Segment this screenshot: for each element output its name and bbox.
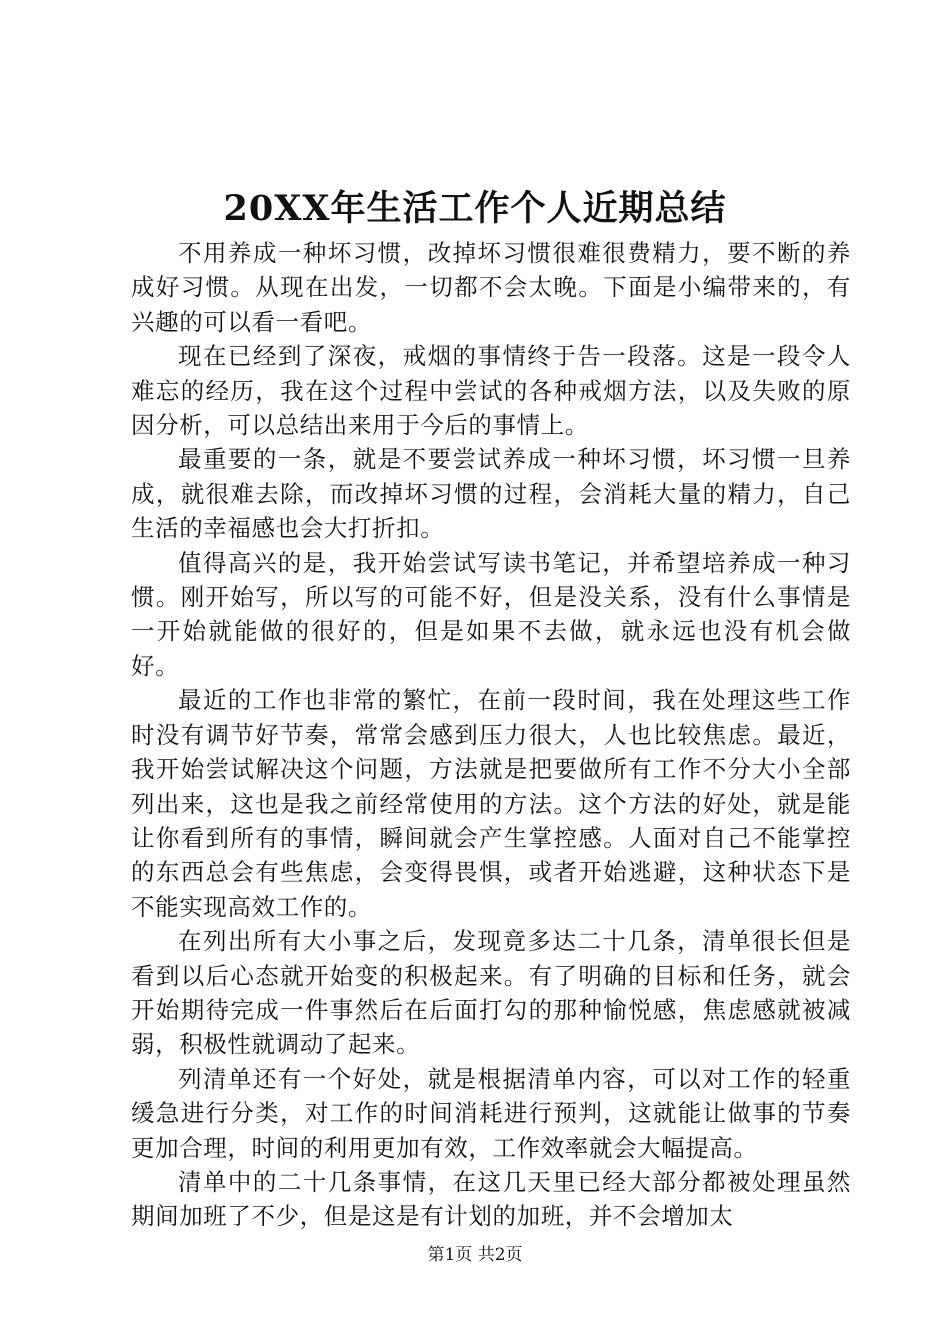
paragraph: 清单中的二十几条事情，在这几天里已经大部分都被处理虽然期间加班了不少，但是这是有计划的加班，并不会增加太	[131, 1167, 851, 1231]
paragraph: 在列出所有大小事之后，发现竟多达二十几条，清单很长但是看到以后心态就开始变的积极起来。有了明确的目标和任务，就会开始期待完成一件事然后在后面打勾的那种愉悦感，焦虑感就被减弱，积极性就调动了起来。	[131, 927, 851, 1059]
page-indicator: 第1页 共2页	[427, 1245, 523, 1265]
paragraph: 最近的工作也非常的繁忙，在前一段时间，我在处理这些工作时没有调节好节奏，常常会感到压力很大，人也比较焦虑。最近，我开始尝试解决这个问题，方法就是把要做所有工作不分大小全部列出来，这也是我之前经常使用的方法。这个方法的好处，就是能让你看到所有的事情，瞬间就会产生掌控感。人面对自己不能掌控的东西总会有些焦虑，会变得畏惧，或者开始逃避，这种状态下是不能实现高效工作的。	[131, 686, 851, 921]
document-body	[131, 236, 851, 1234]
paragraph: 最重要的一条，就是不要尝试养成一种坏习惯，坏习惯一旦养成，就很难去除，而改掉坏习惯的过程，会消耗大量的精力，自己生活的幸福感也会大打折扣。	[131, 445, 851, 543]
paragraph: 不用养成一种坏习惯，改掉坏习惯很难很费精力，要不断的养成好习惯。从现在出发，一切都不会太晚。下面是小编带来的，有兴趣的可以看一看吧。	[131, 239, 851, 336]
paragraph: 值得高兴的是，我开始尝试写读书笔记，并希望培养成一种习惯。刚开始写，所以写的可能不好，但是没关系，没有什么事情是一开始就能做的很好的，但是如果不去做，就永远也没有机会做好。	[131, 548, 851, 680]
page-title: 20XX年生活工作个人近期总结	[223, 188, 727, 229]
paragraph: 现在已经到了深夜，戒烟的事情终于告一段落。这是一段令人难忘的经历，我在这个过程中尝试的各种戒烟方法，以及失败的原因分析，可以总结出来用于今后的事情上。	[131, 342, 851, 440]
paragraph: 列清单还有一个好处，就是根据清单内容，可以对工作的轻重缓急进行分类，对工作的时间消耗进行预判，这就能让做事的节奏更加合理，时间的利用更加有效，工作效率就会大幅提高。	[131, 1064, 851, 1162]
